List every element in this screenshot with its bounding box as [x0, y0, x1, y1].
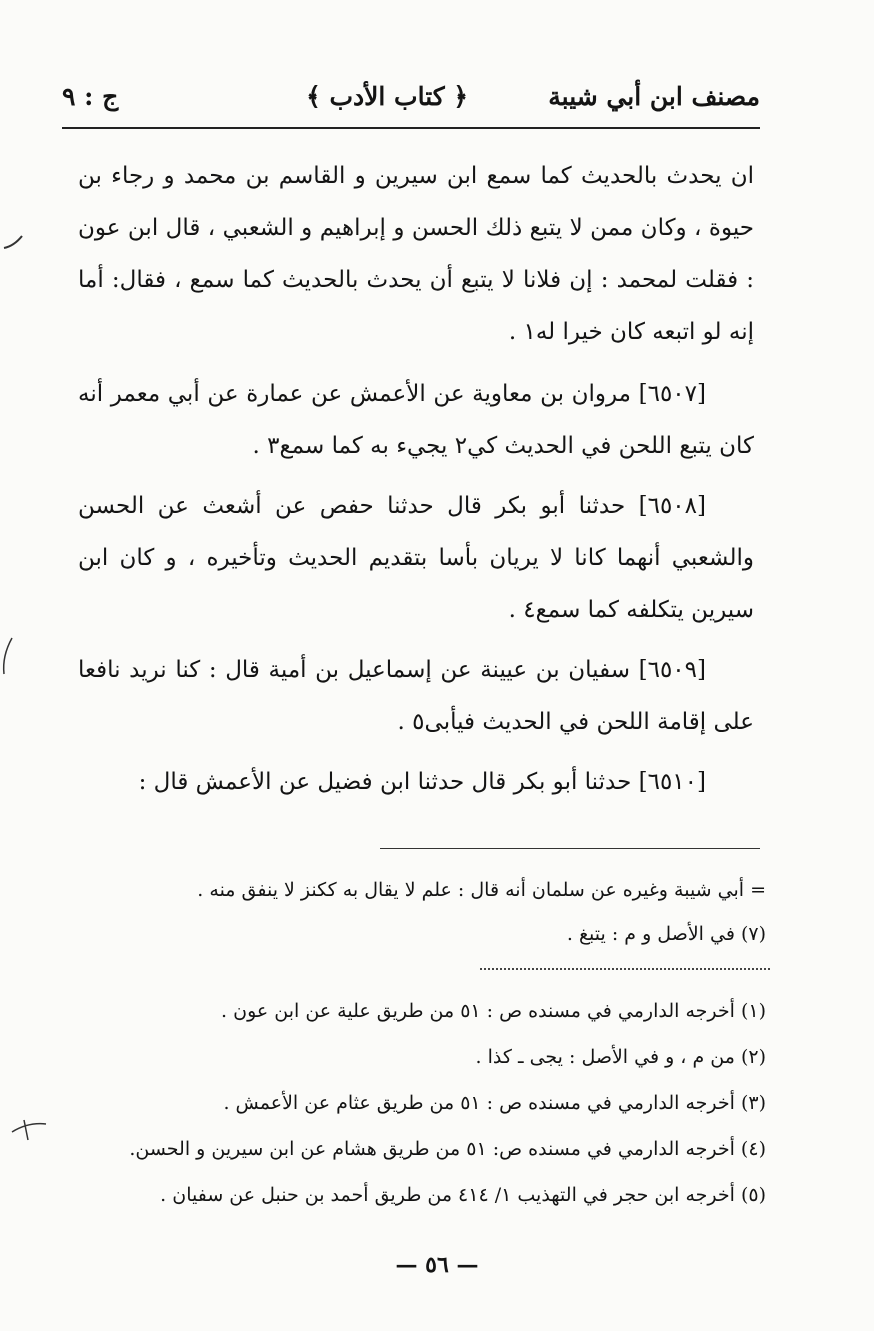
hadith-text: [٦٥٠٧] مروان بن معاوية عن الأعمش عن عمارة عن أبي معمر أنه كان يتبع اللحن في الحديث كي٢ يجيء به كما سمع٣ .	[78, 381, 754, 459]
running-header	[62, 78, 760, 128]
footnote-line: (٧) في الأصل و م : يتبغ .	[566, 923, 766, 945]
footnotes	[86, 988, 766, 1218]
footnote-1: (١) أخرجه الدارمي في مسنده ص : ٥١ من طريق علية عن ابن عون .	[221, 1000, 766, 1022]
hadith-text: [٦٥١٠] حدثنا أبو بكر قال حدثنا ابن فضيل عن الأعمش قال :	[138, 769, 706, 795]
header-rule	[62, 127, 760, 129]
paragraph: ان يحدث بالحديث كما سمع ابن سيرين و القاسم بن محمد و رجاء بن حيوة ، وكان ممن لا يتبع ذلك الحسن و إبراهيم و الشعبي ، قال ابن عون : فقلت لمحمد : إن فلانا لا يتبع أن يحدث بالحديث كما سمع ، فقال: أما إنه لو اتبعه كان خيرا له١ .	[78, 163, 754, 345]
main-text	[78, 150, 754, 816]
page-number: — ٥٦ —	[395, 1252, 479, 1278]
hadith-text: [٦٥٠٨] حدثنا أبو بكر قال حدثنا حفص عن أشعث عن الحسن والشعبي أنهما كانا لا يريان بأسا بتقديم الحديث وتأخيره ، و كان ابن سيرين يتكلفه كما سمع٤ .	[78, 493, 754, 623]
hadith-6510	[78, 756, 754, 808]
footnote-separator	[380, 848, 760, 849]
hadith-6507	[78, 368, 754, 472]
margin-mark	[2, 232, 28, 256]
footnote-line: = أبي شيبة وغيره عن سلمان أنه قال : علم لا يقال به ككنز لا ينفق منه .	[197, 879, 766, 901]
hadith-6509	[78, 644, 754, 748]
hadith-text: [٦٥٠٩] سفيان بن عيينة عن إسماعيل بن أمية قال : كنا نريد نافعا على إقامة اللحن في الحديث فيأبى٥ .	[78, 657, 754, 735]
chapter-title: ﴿ كتاب الأدب ﴾	[306, 82, 468, 111]
margin-mark	[10, 1112, 50, 1142]
footnote-2: (٢) من م ، و في الأصل : يجى ـ كذا .	[475, 1046, 766, 1068]
margin-mark	[0, 636, 14, 676]
hadith-6508	[78, 480, 754, 636]
footnote-divider	[480, 968, 770, 970]
footnote-3: (٣) أخرجه الدارمي في مسنده ص : ٥١ من طريق عثام عن الأعمش .	[223, 1092, 766, 1114]
footnote-4: (٤) أخرجه الدارمي في مسنده ص: ٥١ من طريق هشام عن ابن سيرين و الحسن.	[129, 1138, 766, 1160]
book-title: مصنف ابن أبي شيبة	[548, 82, 760, 111]
footnotes-continued	[86, 868, 766, 956]
footnote-5: (٥) أخرجه ابن حجر في التهذيب ١/ ٤١٤ من طريق أحمد بن حنبل عن سفيان .	[160, 1184, 766, 1206]
volume-number: ج : ٩	[62, 82, 119, 111]
